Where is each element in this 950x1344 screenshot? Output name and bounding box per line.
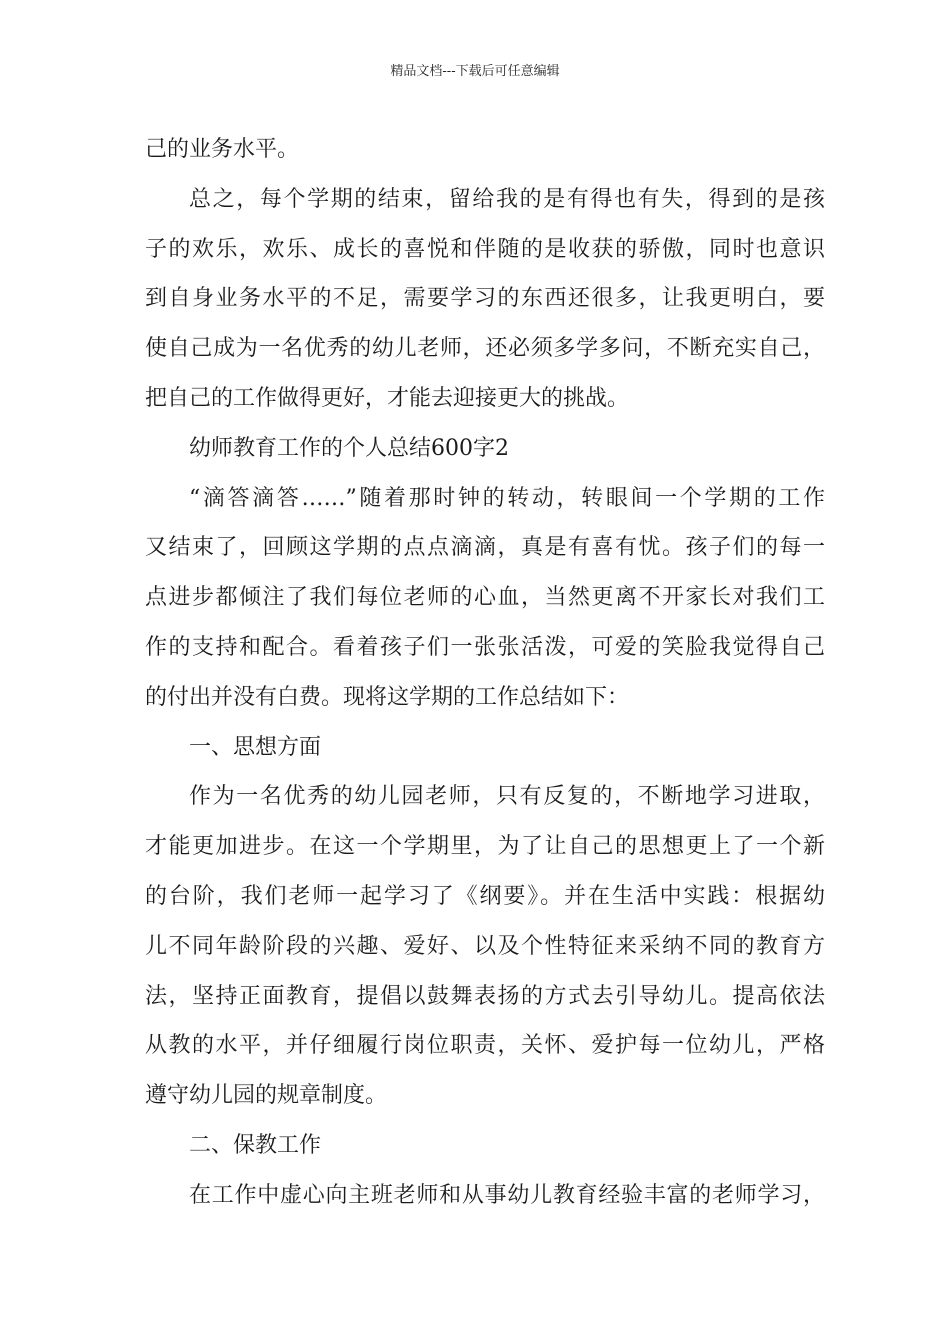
page-header: 精品文档---下载后可任意编辑 bbox=[390, 64, 560, 79]
document-body bbox=[145, 130, 825, 1226]
paragraph-line: 使自己成为一名优秀的幼儿老师，还必须多学多问，不断充实自己， bbox=[145, 336, 825, 362]
paragraph-line: 把自己的工作做得更好，才能去迎接更大的挑战。 bbox=[145, 385, 630, 411]
paragraph-line: 从教的水平，并仔细履行岗位职责，关怀、爱护每一位幼儿，严格 bbox=[145, 1033, 825, 1059]
paragraph-line: 又结束了，回顾这学期的点点滴滴，真是有喜有忧。孩子们的每一 bbox=[145, 535, 825, 561]
paragraph-line: 子的欢乐，欢乐、成长的喜悦和伴随的是收获的骄傲，同时也意识 bbox=[145, 236, 825, 262]
paragraph-line: “滴答滴答……”随着那时钟的转动，转眼间一个学期的工作 bbox=[189, 485, 825, 511]
paragraph-line: 点进步都倾注了我们每位老师的心血，当然更离不开家长对我们工 bbox=[145, 585, 825, 611]
section-heading: 一、思想方面 bbox=[189, 734, 322, 760]
paragraph-line: 己的业务水平。 bbox=[145, 137, 300, 162]
paragraph-line: 儿不同年龄阶段的兴趣、爱好、以及个性特征来采纳不同的教育方 bbox=[145, 933, 825, 959]
paragraph-line: 遵守幼儿园的规章制度。 bbox=[145, 1083, 388, 1109]
paragraph-line: 的台阶，我们老师一起学习了《纲要》。并在生活中实践：根据幼 bbox=[145, 883, 825, 909]
section-heading: 二、保教工作 bbox=[189, 1132, 322, 1158]
paragraph-line: 才能更加进步。在这一个学期里，为了让自己的思想更上了一个新 bbox=[145, 834, 825, 860]
paragraph-line: 到自身业务水平的不足，需要学习的东西还很多，让我更明白，要 bbox=[145, 286, 825, 312]
paragraph-line: 的付出并没有白费。现将这学期的工作总结如下： bbox=[145, 684, 630, 710]
paragraph-line: 作为一名优秀的幼儿园老师，只有反复的，不断地学习进取， bbox=[189, 784, 825, 810]
paragraph-line: 作的支持和配合。看着孩子们一张张活泼，可爱的笑脸我觉得自己 bbox=[145, 634, 825, 660]
paragraph-line: 在工作中虚心向主班老师和从事幼儿教育经验丰富的老师学习， bbox=[189, 1182, 825, 1208]
section-title: 幼师教育工作的个人总结600字2 bbox=[189, 435, 509, 461]
paragraph-line: 法，坚持正面教育，提倡以鼓舞表扬的方式去引导幼儿。提高依法 bbox=[145, 983, 825, 1009]
paragraph-line: 总之，每个学期的结束，留给我的是有得也有失，得到的是孩 bbox=[189, 186, 825, 212]
